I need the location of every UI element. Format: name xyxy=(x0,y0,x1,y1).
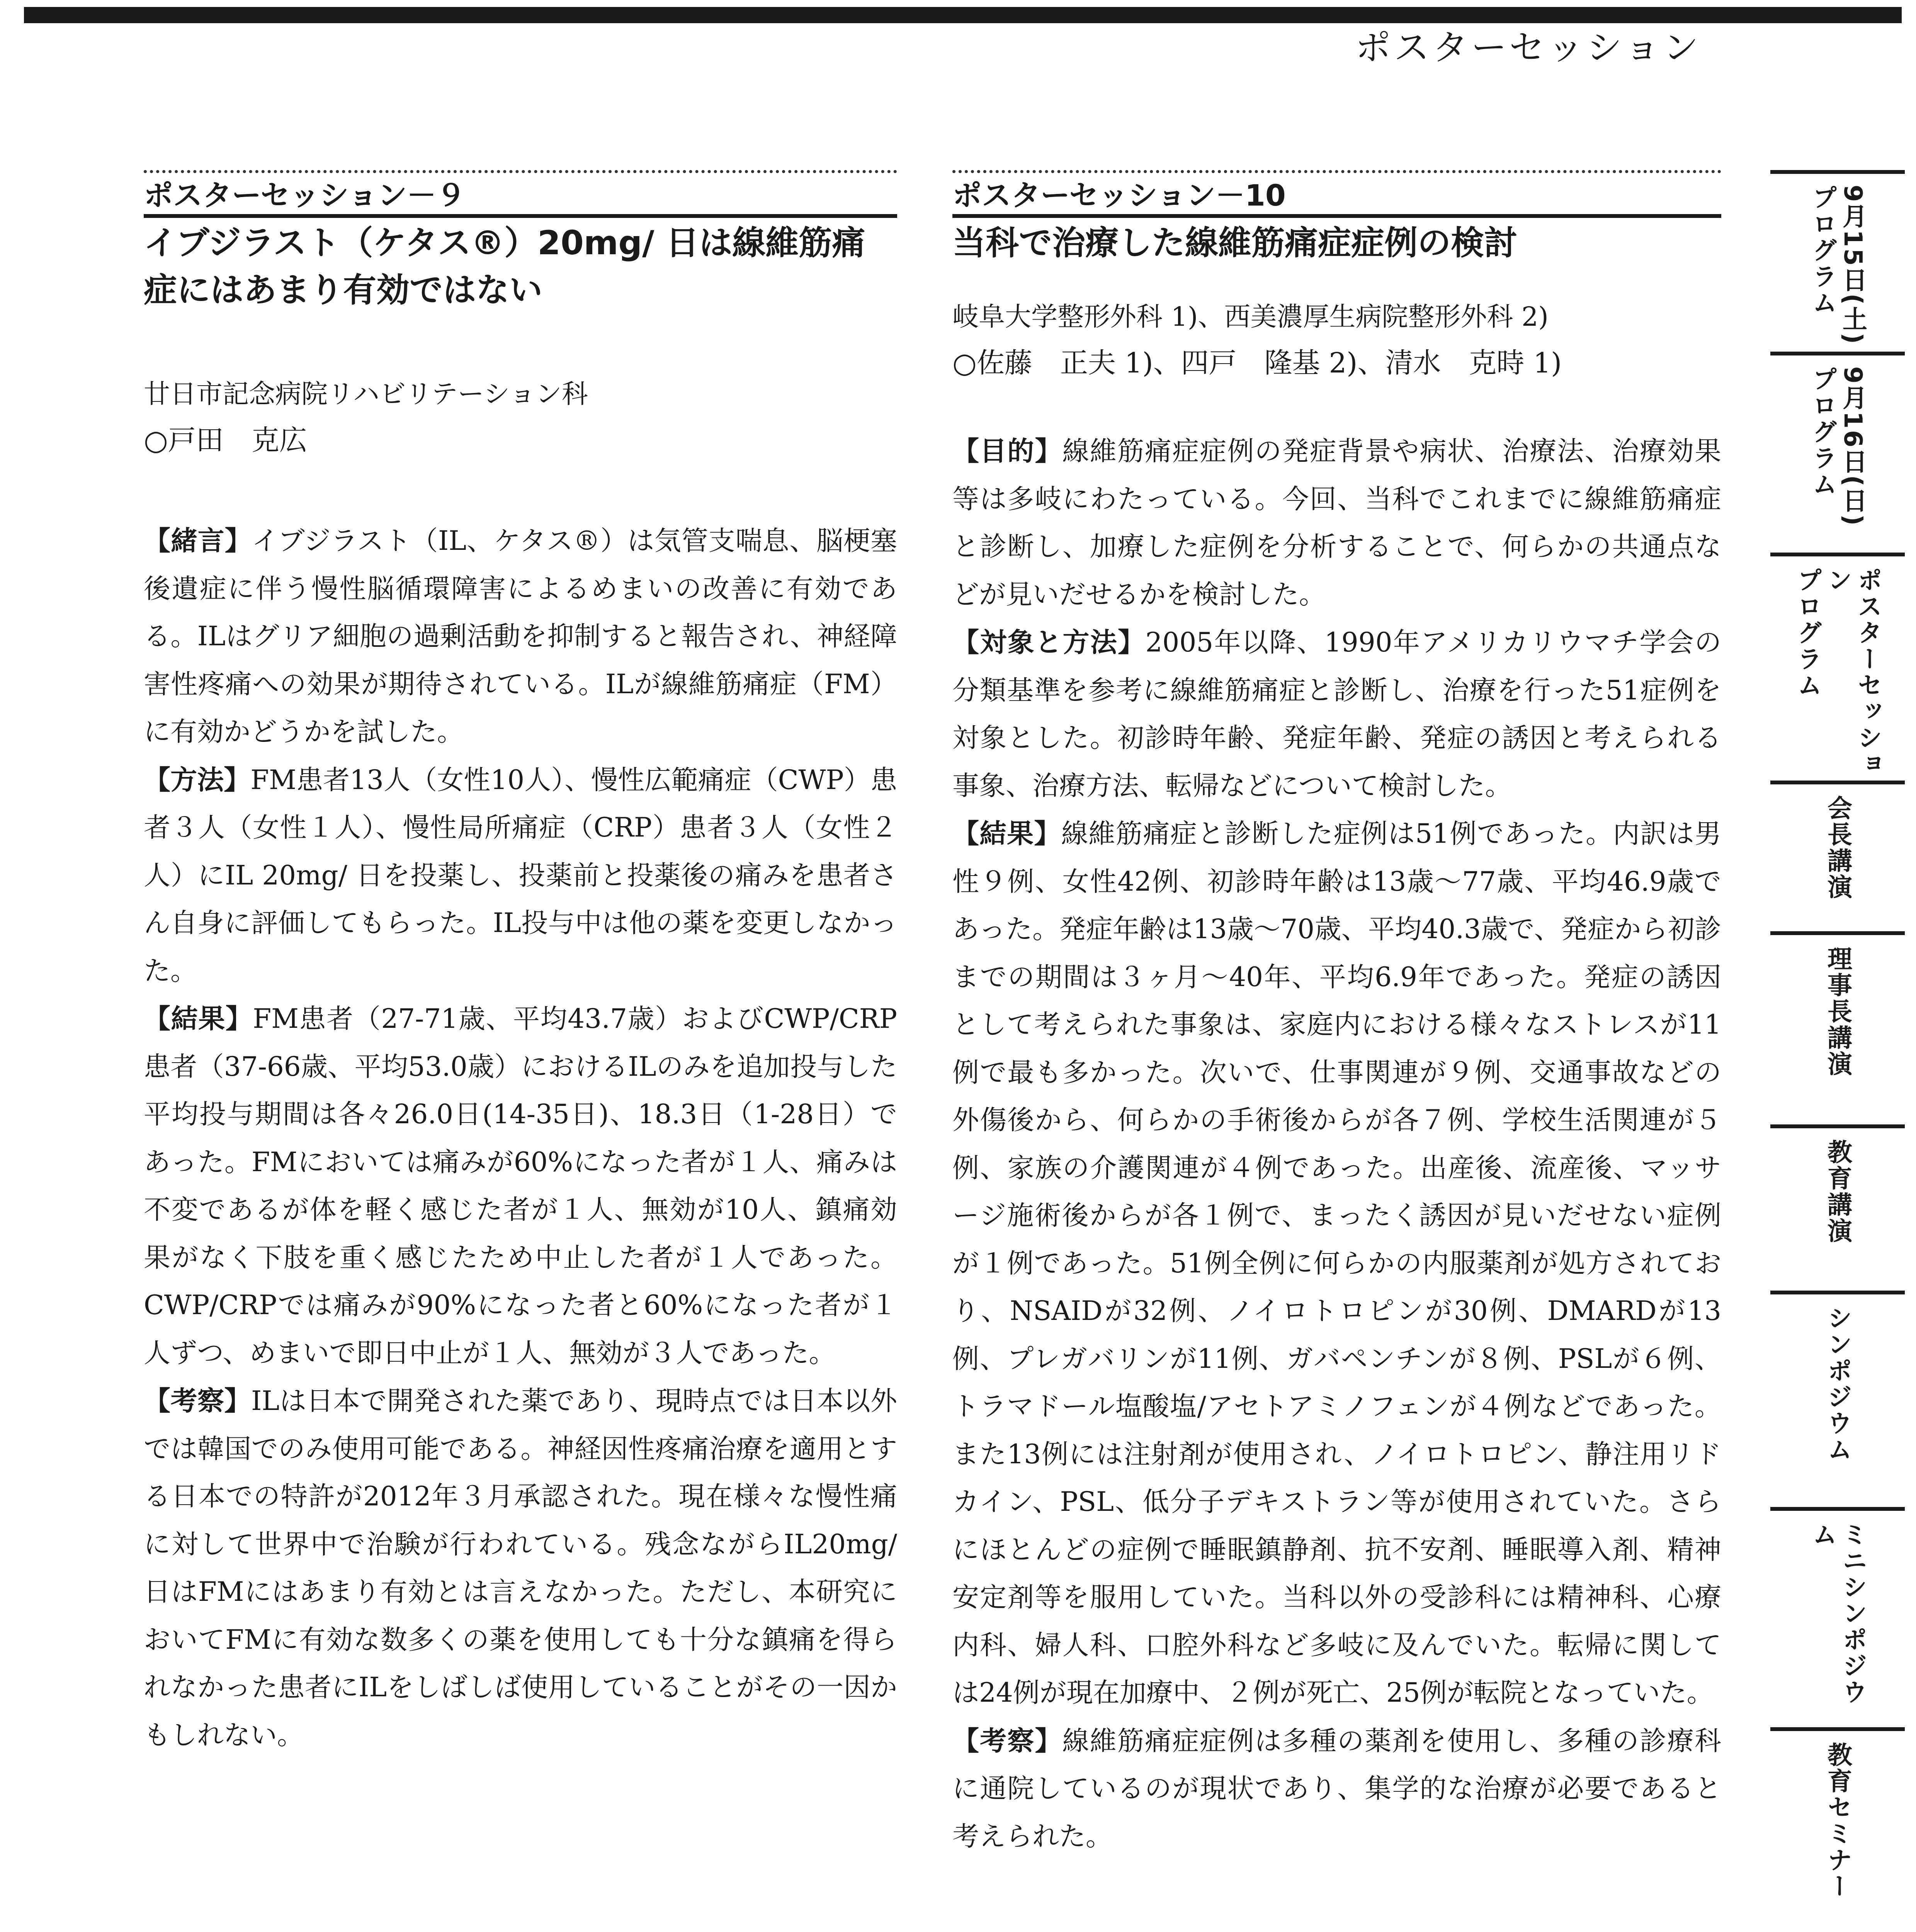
abstract-body xyxy=(952,427,1721,1861)
heading: 【対象と方法】 xyxy=(952,627,1146,658)
title-rule xyxy=(952,214,1721,218)
paragraph-purpose xyxy=(952,427,1721,619)
tab-educational-lecture[interactable] xyxy=(1770,1124,1905,1291)
paragraph-methods xyxy=(144,756,897,995)
article-title: 当科で治療した線維筋痛症症例の検討 xyxy=(952,224,1517,262)
paragraph-text: 2005年以降、1990年アメリカリウマチ学会の分類基準を参考に線維筋痛症と診断し、治療を行った51症例を対象とした。初診時年齢、発症年齢、発症の誘因と考えられる事象、治療方法、転帰などについて検討した。 xyxy=(952,627,1722,801)
tab-poster-program[interactable] xyxy=(1770,553,1905,781)
session-label: ポスターセッション－９ xyxy=(144,170,897,214)
tab-educational-seminar[interactable] xyxy=(1770,1727,1905,1932)
paragraph-text: 線維筋痛症症例は多種の薬剤を使用し、多種の診療科に通院しているのが現状であり、集学的な治療が必要であると考えられた。 xyxy=(952,1725,1722,1852)
tab-sep15-program[interactable] xyxy=(1770,170,1905,352)
tab-presidential-lecture[interactable] xyxy=(1770,781,1905,931)
session-label: ポスターセッション－10 xyxy=(952,170,1721,214)
author: ○戸田 克広 xyxy=(144,424,307,456)
tab-sep16-program[interactable] xyxy=(1770,352,1905,553)
paragraph-text: FM患者13人（女性10人）、慢性広範痛症（CWP）患者３人（女性１人）、慢性局所痛症（CRP）患者３人（女性２人）にIL 20mg/ 日を投薬し、投薬前と投薬後の痛みを患者さん自身に評価してもらった。IL投与中は他の薬を変更しなかった。 xyxy=(144,764,897,986)
heading: 【考察】 xyxy=(952,1725,1063,1757)
paragraph-results xyxy=(952,810,1721,1717)
affiliation: 廿日市記念病院リハビリテーション科 xyxy=(144,379,588,410)
heading: 【目的】 xyxy=(952,435,1063,467)
tab-label: 教育講演 xyxy=(1823,1139,1852,1244)
article-poster-10 xyxy=(952,170,1721,1861)
tab-label: 会長講演 xyxy=(1823,795,1852,900)
paragraph-text: 線維筋痛症症例の発症背景や病状、治療法、治療効果等は多岐にわたっている。今回、当科でこれまでに線維筋痛症と診断し、加療した症例を分析することで、何らかの共通点などが見いだせるかを検討した。 xyxy=(952,436,1722,610)
tab-label: ミニシンポジウム xyxy=(1808,1522,1867,1706)
heading: 【緒言】 xyxy=(144,525,252,556)
paragraph-text: 線維筋痛症と診断した症例は51例であった。内訳は男性９例、女性42例、初診時年齢は13歳～77歳、平均46.9歳であった。発症年齢は13歳～70歳、平均40.3歳で、発症から初診までの期間は３ヶ月～40年、平均6.9年であった。発症の誘因として考えられた事象は、家庭内における様々なストレスが11例で最も多かった。次いで、仕事関連が９例、交通事故などの外傷後から、何らかの手術後からが各７例、学校生活関連が５例、家族の介護関連が４例であった。出産後、流産後、マッサージ施術後からが各１例で、まったく誘因が見いだせない症例が１例であった。51例全例に何らかの内服薬剤が処方されており、NSAIDが32例、ノイロトロピンが30例、DMARDが13例、プレガバリンが11例、ガバペンチンが８例、PSLが６例、トラマドール塩酸塩/アセトアミノフェンが４例などであった。また13例には注射剤が使用され、ノイロトロピン、静注用リドカイン、PSL、低分子デキストラン等が使用されていた。さらにほとんどの症例で睡眠鎮静剤、抗不安剤、睡眠導入剤、精神安定剤等を服用していた。当科以外の受診科には精神科、心療内科、婦人科、口腔外科など多岐に及んでいた。転帰に関しては24例が現在加療中、２例が死亡、25例が転院となっていた。 xyxy=(952,818,1722,1708)
heading: 【方法】 xyxy=(144,764,251,796)
tab-label: シンポジウム xyxy=(1823,1305,1852,1463)
article-poster-9 xyxy=(144,170,897,1759)
tab-label: 理事長講演 xyxy=(1823,946,1852,1077)
tab-symposium[interactable] xyxy=(1770,1291,1905,1507)
tab-label: 教育セミナー xyxy=(1823,1742,1852,1900)
tab-label: ポスターセッション プログラム xyxy=(1793,567,1882,777)
title-rule xyxy=(144,214,897,218)
paragraph-text: イブジラスト（IL、ケタス®）は気管支喘息、脳梗塞後遺症に伴う慢性脳循環障害によるめまいの改善に有効である。ILはグリア細胞の過剰活動を抑制すると報告され、神経障害性疼痛への効果が期待されている。ILが線維筋痛症（FM）に有効かどうかを試した。 xyxy=(144,526,898,747)
tab-label: 9月15日(土) プログラム xyxy=(1808,185,1867,346)
heading: 【考察】 xyxy=(144,1385,252,1417)
tab-chairman-lecture[interactable] xyxy=(1770,931,1905,1124)
article-title: イブジラスト（ケタス®）20mg/ 日は線維筋痛症にはあまり有効ではない xyxy=(144,224,865,310)
authors: ○佐藤 正夫 1)、四戸 隆基 2)、清水 克時 1) xyxy=(952,347,1562,379)
paragraph-text: ILは日本で開発された薬であり、現時点では日本以外では韓国でのみ使用可能である。神経因性疼痛治療を適用とする日本での特許が2012年３月承認された。現在様々な慢性痛に対して世界中で治験が行われている。残念ながらIL20mg/ 日はFMにはあまり有効とは言えなかった。ただし、本研究においてFMに有効な数多くの薬を使用しても十分な鎮痛を得られなかった患者にILをしばしば使用していることがその一因かもしれない。 xyxy=(144,1386,897,1751)
abstract-body xyxy=(144,517,897,1759)
affiliation: 岐阜大学整形外科 1)、西美濃厚生病院整形外科 2) xyxy=(952,302,1549,332)
paragraph-methods xyxy=(952,619,1721,810)
heading: 【結果】 xyxy=(144,1003,253,1034)
section-header: ポスターセッション xyxy=(1355,27,1702,68)
section-index-tabs xyxy=(1770,170,1905,1932)
paragraph-discussion xyxy=(144,1377,897,1759)
paragraph-discussion xyxy=(952,1717,1721,1861)
paragraph-results xyxy=(144,995,897,1377)
tab-mini-symposium[interactable] xyxy=(1770,1507,1905,1727)
tab-label: 9月16日(日) プログラム xyxy=(1808,366,1867,527)
heading: 【結果】 xyxy=(952,818,1061,849)
paragraph-text: FM患者（27-71歳、平均43.7歳）およびCWP/CRP患者（37-66歳、平均53.0歳）におけるILのみを追加投与した平均投与期間は各々26.0日(14-35日)、18.3日（1-28日）であった。FMにおいては痛みが60%になった者が１人、痛みは不変であるが体を軽く感じた者が１人、無効が10人、鎮痛効果がなく下肢を重く感じたため中止した者が１人であった。CWP/CRPでは痛みが90%になった者と60%になった者が１人ずつ、めまいで即日中止が１人、無効が３人であった。 xyxy=(144,1003,898,1369)
paragraph-introduction xyxy=(144,517,897,756)
